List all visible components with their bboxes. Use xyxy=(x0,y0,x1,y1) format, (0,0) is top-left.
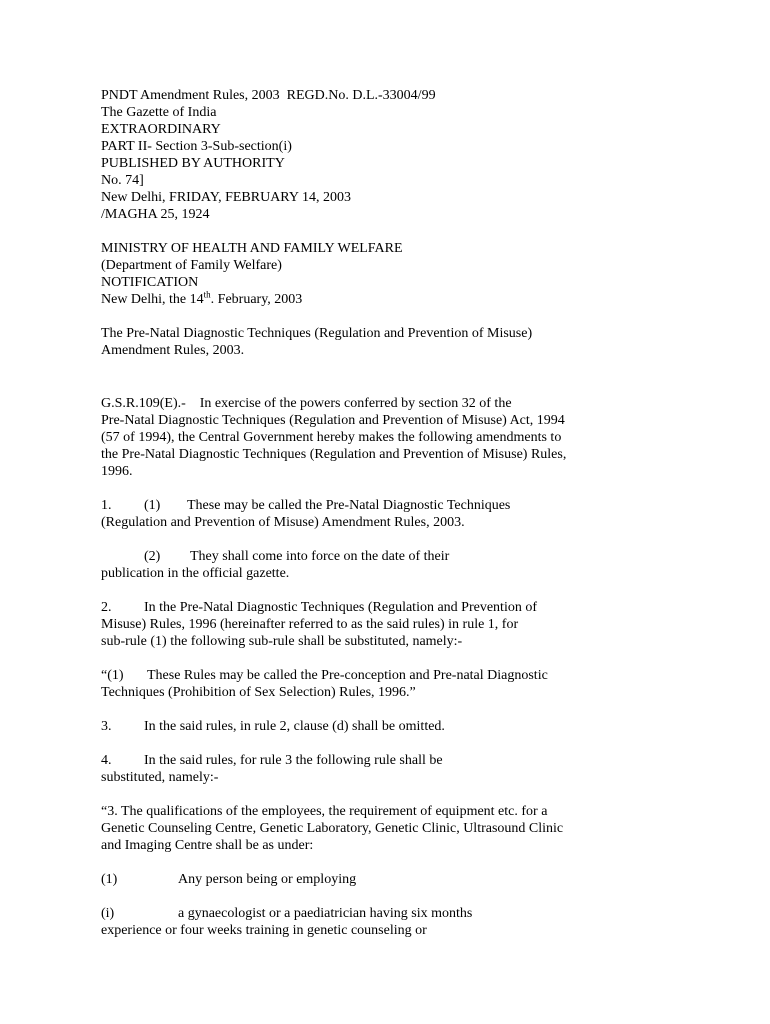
header-line: No. 74] xyxy=(101,173,144,188)
rule-1-1 xyxy=(101,497,591,531)
header-line: EXTRAORDINARY xyxy=(101,122,221,137)
paragraph-line: 1996. xyxy=(101,464,133,479)
rule-text: In the said rules, for rule 3 the following rule shall be xyxy=(144,753,443,768)
rule-text: (Regulation and Prevention of Misuse) Amendment Rules, 2003. xyxy=(101,515,465,530)
header-line: The Gazette of India xyxy=(101,105,217,120)
rule-number: 3. xyxy=(101,719,112,734)
rule-text: These may be called the Pre-Natal Diagnostic Techniques xyxy=(187,498,511,513)
rule-text: Techniques (Prohibition of Sex Selection) Rules, 1996.” xyxy=(101,685,416,700)
rule-text: sub-rule (1) the following sub-rule shall be substituted, namely:- xyxy=(101,634,463,649)
gsr-paragraph xyxy=(101,395,591,480)
rule-4 xyxy=(101,752,591,786)
sub-rule-number: (2) xyxy=(144,549,161,564)
ministry-line: NOTIFICATION xyxy=(101,275,199,290)
header-line: PART II- Section 3-Sub-section(i) xyxy=(101,139,292,154)
rule-text: These Rules may be called the Pre-conception and Pre-natal Diagnostic xyxy=(147,668,548,683)
rule-text: In the Pre-Natal Diagnostic Techniques (Regulation and Prevention of xyxy=(144,600,537,615)
rule-3 xyxy=(101,718,591,735)
ordinal-suffix: th xyxy=(203,289,211,300)
quoted-rule-number: “(1) xyxy=(101,668,124,683)
rule-text: substituted, namely:- xyxy=(101,770,219,785)
header-line: PNDT Amendment Rules, 2003 REGD.No. D.L.-33004/99 xyxy=(101,88,436,103)
title-line: Amendment Rules, 2003. xyxy=(101,343,245,358)
ministry-block xyxy=(101,240,591,308)
rules-title xyxy=(101,325,591,359)
sub-rule-number: (1) xyxy=(144,498,161,513)
rule-text: In the said rules, in rule 2, clause (d) shall be omitted. xyxy=(144,719,445,734)
paragraph-line: G.S.R.109(E).- In exercise of the powers conferred by section 32 of the xyxy=(101,396,512,411)
rule-2 xyxy=(101,599,591,650)
item-text: Any person being or employing xyxy=(178,872,357,887)
rule-text: and Imaging Centre shall be as under: xyxy=(101,838,314,853)
rule-number: 1. xyxy=(101,498,112,513)
rule-1-2 xyxy=(101,548,591,582)
ministry-line: MINISTRY OF HEALTH AND FAMILY WELFARE xyxy=(101,241,403,256)
item-text: a gynaecologist or a paediatrician having six months xyxy=(178,906,473,921)
ministry-line: (Department of Family Welfare) xyxy=(101,258,282,273)
item-number: (i) xyxy=(101,906,115,921)
rule-text: Misuse) Rules, 1996 (hereinafter referred to as the said rules) in rule 1, for xyxy=(101,617,519,632)
header-line: /MAGHA 25, 1924 xyxy=(101,207,210,222)
paragraph-line: the Pre-Natal Diagnostic Techniques (Regulation and Prevention of Misuse) Rules, xyxy=(101,447,567,462)
quoted-sub-rule-1 xyxy=(101,667,591,701)
document-body xyxy=(101,87,591,939)
item-1 xyxy=(101,871,591,888)
item-i xyxy=(101,905,591,939)
rule-number: 4. xyxy=(101,753,112,768)
paragraph-line: Pre-Natal Diagnostic Techniques (Regulation and Prevention of Misuse) Act, 1994 xyxy=(101,413,565,428)
item-text: experience or four weeks training in genetic counseling or xyxy=(101,923,427,938)
header-line: PUBLISHED BY AUTHORITY xyxy=(101,156,285,171)
rule-number: 2. xyxy=(101,600,112,615)
notification-date: New Delhi, the 14th. February, 2003 xyxy=(101,289,303,307)
quoted-rule-3 xyxy=(101,803,591,854)
rule-text: They shall come into force on the date of their xyxy=(190,549,450,564)
rule-text: Genetic Counseling Centre, Genetic Laboratory, Genetic Clinic, Ultrasound Clinic xyxy=(101,821,564,836)
title-line: The Pre-Natal Diagnostic Techniques (Regulation and Prevention of Misuse) xyxy=(101,326,533,341)
rule-text: “3. The qualifications of the employees, the requirement of equipment etc. for a xyxy=(101,804,548,819)
item-number: (1) xyxy=(101,872,118,887)
gazette-header xyxy=(101,87,591,223)
rule-text: publication in the official gazette. xyxy=(101,566,290,581)
paragraph-line: (57 of 1994), the Central Government hereby makes the following amendments to xyxy=(101,430,562,445)
header-line: New Delhi, FRIDAY, FEBRUARY 14, 2003 xyxy=(101,190,351,205)
